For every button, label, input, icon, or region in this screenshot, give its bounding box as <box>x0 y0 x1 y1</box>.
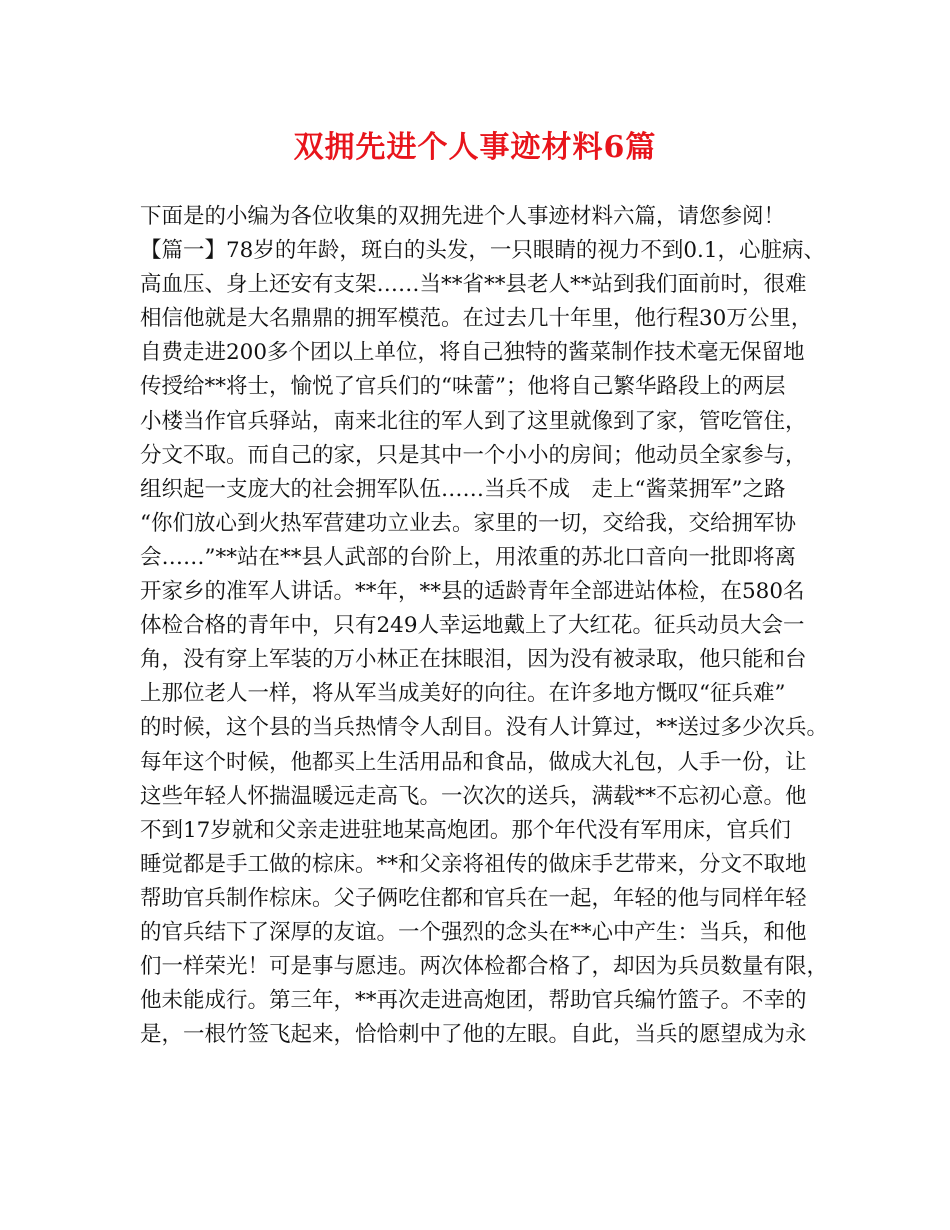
body-line: 每年这个时候，他都买上生活用品和食品，做成大礼包，人手一份，让 <box>140 749 807 775</box>
body-line: 的时候，这个县的当兵热情令人刮目。没有人计算过，**送过多少次兵。 <box>140 715 829 741</box>
body-line: 相信他就是大名鼎鼎的拥军模范。在过去几十年里，他行程30万公里， <box>140 306 813 332</box>
body-line: 上那位老人一样，将从军当成美好的向往。在许多地方慨叹“征兵难” <box>140 681 786 707</box>
body-line: 开家乡的准军人讲话。**年，**县的适龄青年全部进站体检，在580名 <box>140 579 805 605</box>
body-line: 小楼当作官兵驿站，南来北往的军人到了这里就像到了家，管吃管住， <box>140 408 807 434</box>
body-line: 自费走进200多个团以上单位，将自己独特的酱菜制作技术毫无保留地 <box>140 340 805 366</box>
body-line: 角，没有穿上军装的万小林正在抹眼泪，因为没有被录取，他只能和台 <box>140 647 807 673</box>
body-line: 体检合格的青年中，只有249人幸运地戴上了大红花。征兵动员大会一 <box>140 613 805 639</box>
body-line: 传授给**将士，愉悦了官兵们的“味蕾”；他将自己繁华路段上的两层 <box>140 374 786 400</box>
document-title: 双拥先进个人事迹材料6篇 <box>293 130 657 165</box>
body-line: 分文不取。而自己的家，只是其中一个小小的房间；他动员全家参与， <box>140 442 807 468</box>
body-line: 会……”**站在**县人武部的台阶上，用浓重的苏北口音向一批即将离 <box>140 544 796 570</box>
body-line: 睡觉都是手工做的棕床。**和父亲将祖传的做床手艺带来，分文不取地 <box>140 851 807 877</box>
body-line: 他未能成行。第三年，**再次走进高炮团，帮助官兵编竹篮子。不幸的 <box>140 988 807 1014</box>
body-line: 帮助官兵制作棕床。父子俩吃住都和官兵在一起，年轻的他与同样年轻 <box>140 885 807 911</box>
body-line: “你们放心到火热军营建功立业去。家里的一切，交给我，交给拥军协 <box>140 510 796 536</box>
body-line: 不到17岁就和父亲走进驻地某高炮团。那个年代没有军用床，官兵们 <box>140 817 791 843</box>
document-body <box>140 200 840 1052</box>
body-line: 是，一根竹签飞起来，恰恰刺中了他的左眼。自此，当兵的愿望成为永 <box>140 1022 807 1048</box>
body-line: 高血压、身上还安有支架……当**省**县老人**站到我们面前时，很难 <box>140 272 807 298</box>
body-line: 们一样荣光！可是事与愿违。两次体检都合格了，却因为兵员数量有限， <box>140 954 829 980</box>
body-line: 下面是的小编为各位收集的双拥先进个人事迹材料六篇，请您参阅！ <box>140 204 786 229</box>
body-line: 这些年轻人怀揣温暖远走高飞。一次次的送兵，满载**不忘初心意。他 <box>140 783 807 809</box>
body-line: 【篇一】78岁的年龄，斑白的头发，一只眼睛的视力不到0.1，心脏病、 <box>140 238 826 264</box>
body-line: 组织起一支庞大的社会拥军队伍……当兵不成 走上“酱菜拥军”之路 <box>140 476 786 502</box>
body-line: 的官兵结下了深厚的友谊。一个强烈的念头在**心中产生：当兵，和他 <box>140 919 807 945</box>
